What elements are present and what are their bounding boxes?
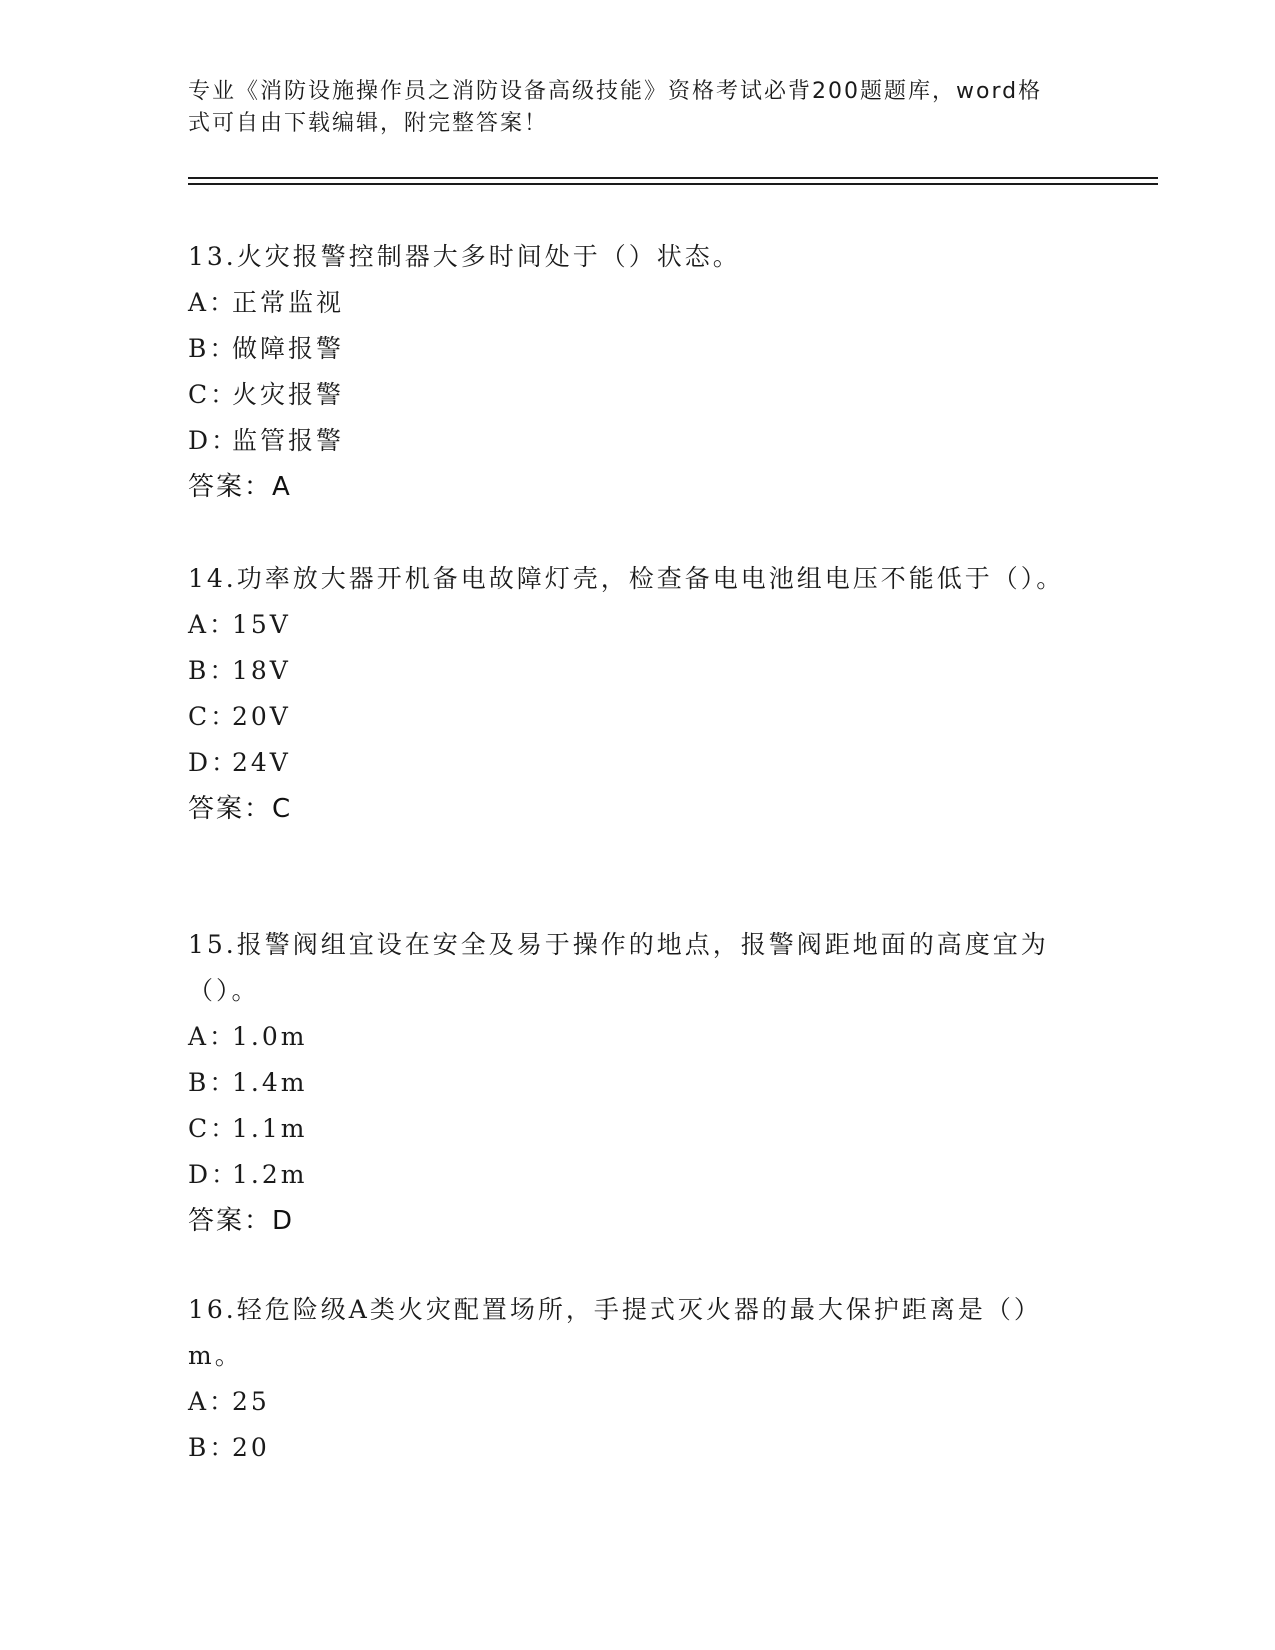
option-key: A： bbox=[188, 1022, 238, 1051]
option-text: 15V bbox=[232, 610, 291, 639]
option-d bbox=[188, 418, 1088, 464]
option-c bbox=[188, 694, 1088, 740]
option-c bbox=[188, 372, 1088, 418]
document-header bbox=[188, 76, 1068, 140]
option-key: D： bbox=[188, 1160, 240, 1189]
option-text: 25 bbox=[232, 1387, 270, 1416]
question-stem: 15.报警阀组宜设在安全及易于操作的地点，报警阀距地面的高度宜为（）。 bbox=[188, 930, 1049, 1005]
header-line-1: 专业《消防设施操作员之消防设备高级技能》资格考试必背200题题库，word格 bbox=[188, 79, 1043, 104]
answer-line: 答案：C bbox=[188, 794, 293, 824]
option-text: 20V bbox=[232, 702, 291, 731]
option-key: A： bbox=[188, 1387, 238, 1416]
option-text: 20 bbox=[232, 1433, 270, 1462]
option-key: C： bbox=[188, 1114, 239, 1143]
option-b bbox=[188, 1425, 1088, 1471]
option-text: 正常监视 bbox=[232, 288, 345, 317]
option-key: B： bbox=[188, 334, 238, 363]
option-b bbox=[188, 1060, 1088, 1106]
option-key: D： bbox=[188, 426, 240, 455]
option-d bbox=[188, 740, 1088, 786]
option-text: 1.4m bbox=[232, 1068, 308, 1097]
option-key: B： bbox=[188, 656, 238, 685]
header-line-2: 式可自由下载编辑，附完整答案！ bbox=[188, 111, 549, 136]
option-text: 1.1m bbox=[232, 1114, 308, 1143]
option-b bbox=[188, 648, 1088, 694]
question-stem: 14.功率放大器开机备电故障灯壳，检查备电电池组电压不能低于（）。 bbox=[188, 564, 1065, 593]
option-text: 24V bbox=[232, 748, 291, 777]
question-stem: 13.火灾报警控制器大多时间处于（）状态。 bbox=[188, 242, 741, 271]
question-14 bbox=[188, 556, 1088, 832]
question-15 bbox=[188, 922, 1088, 1244]
option-a bbox=[188, 280, 1088, 326]
option-a bbox=[188, 1014, 1088, 1060]
option-key: B： bbox=[188, 1068, 238, 1097]
option-text: 做障报警 bbox=[232, 334, 345, 363]
option-key: A： bbox=[188, 610, 238, 639]
option-text: 18V bbox=[232, 656, 291, 685]
answer-line: 答案：D bbox=[188, 1206, 295, 1236]
option-text: 1.0m bbox=[232, 1022, 308, 1051]
answer-line: 答案：A bbox=[188, 472, 292, 502]
option-text: 火灾报警 bbox=[232, 380, 345, 409]
option-key: D： bbox=[188, 748, 240, 777]
option-key: B： bbox=[188, 1433, 238, 1462]
option-a bbox=[188, 602, 1088, 648]
option-d bbox=[188, 1152, 1088, 1198]
header-divider-bottom bbox=[188, 183, 1158, 185]
option-a bbox=[188, 1379, 1088, 1425]
option-key: A： bbox=[188, 288, 238, 317]
question-16 bbox=[188, 1287, 1088, 1471]
option-b bbox=[188, 326, 1088, 372]
option-text: 1.2m bbox=[232, 1160, 308, 1189]
option-key: C： bbox=[188, 380, 239, 409]
option-c bbox=[188, 1106, 1088, 1152]
header-divider-top bbox=[188, 177, 1158, 179]
question-13 bbox=[188, 234, 1088, 510]
option-key: C： bbox=[188, 702, 239, 731]
option-text: 监管报警 bbox=[232, 426, 345, 455]
question-stem: 16.轻危险级A类火灾配置场所，手提式灭火器的最大保护距离是（）m。 bbox=[188, 1295, 1042, 1370]
